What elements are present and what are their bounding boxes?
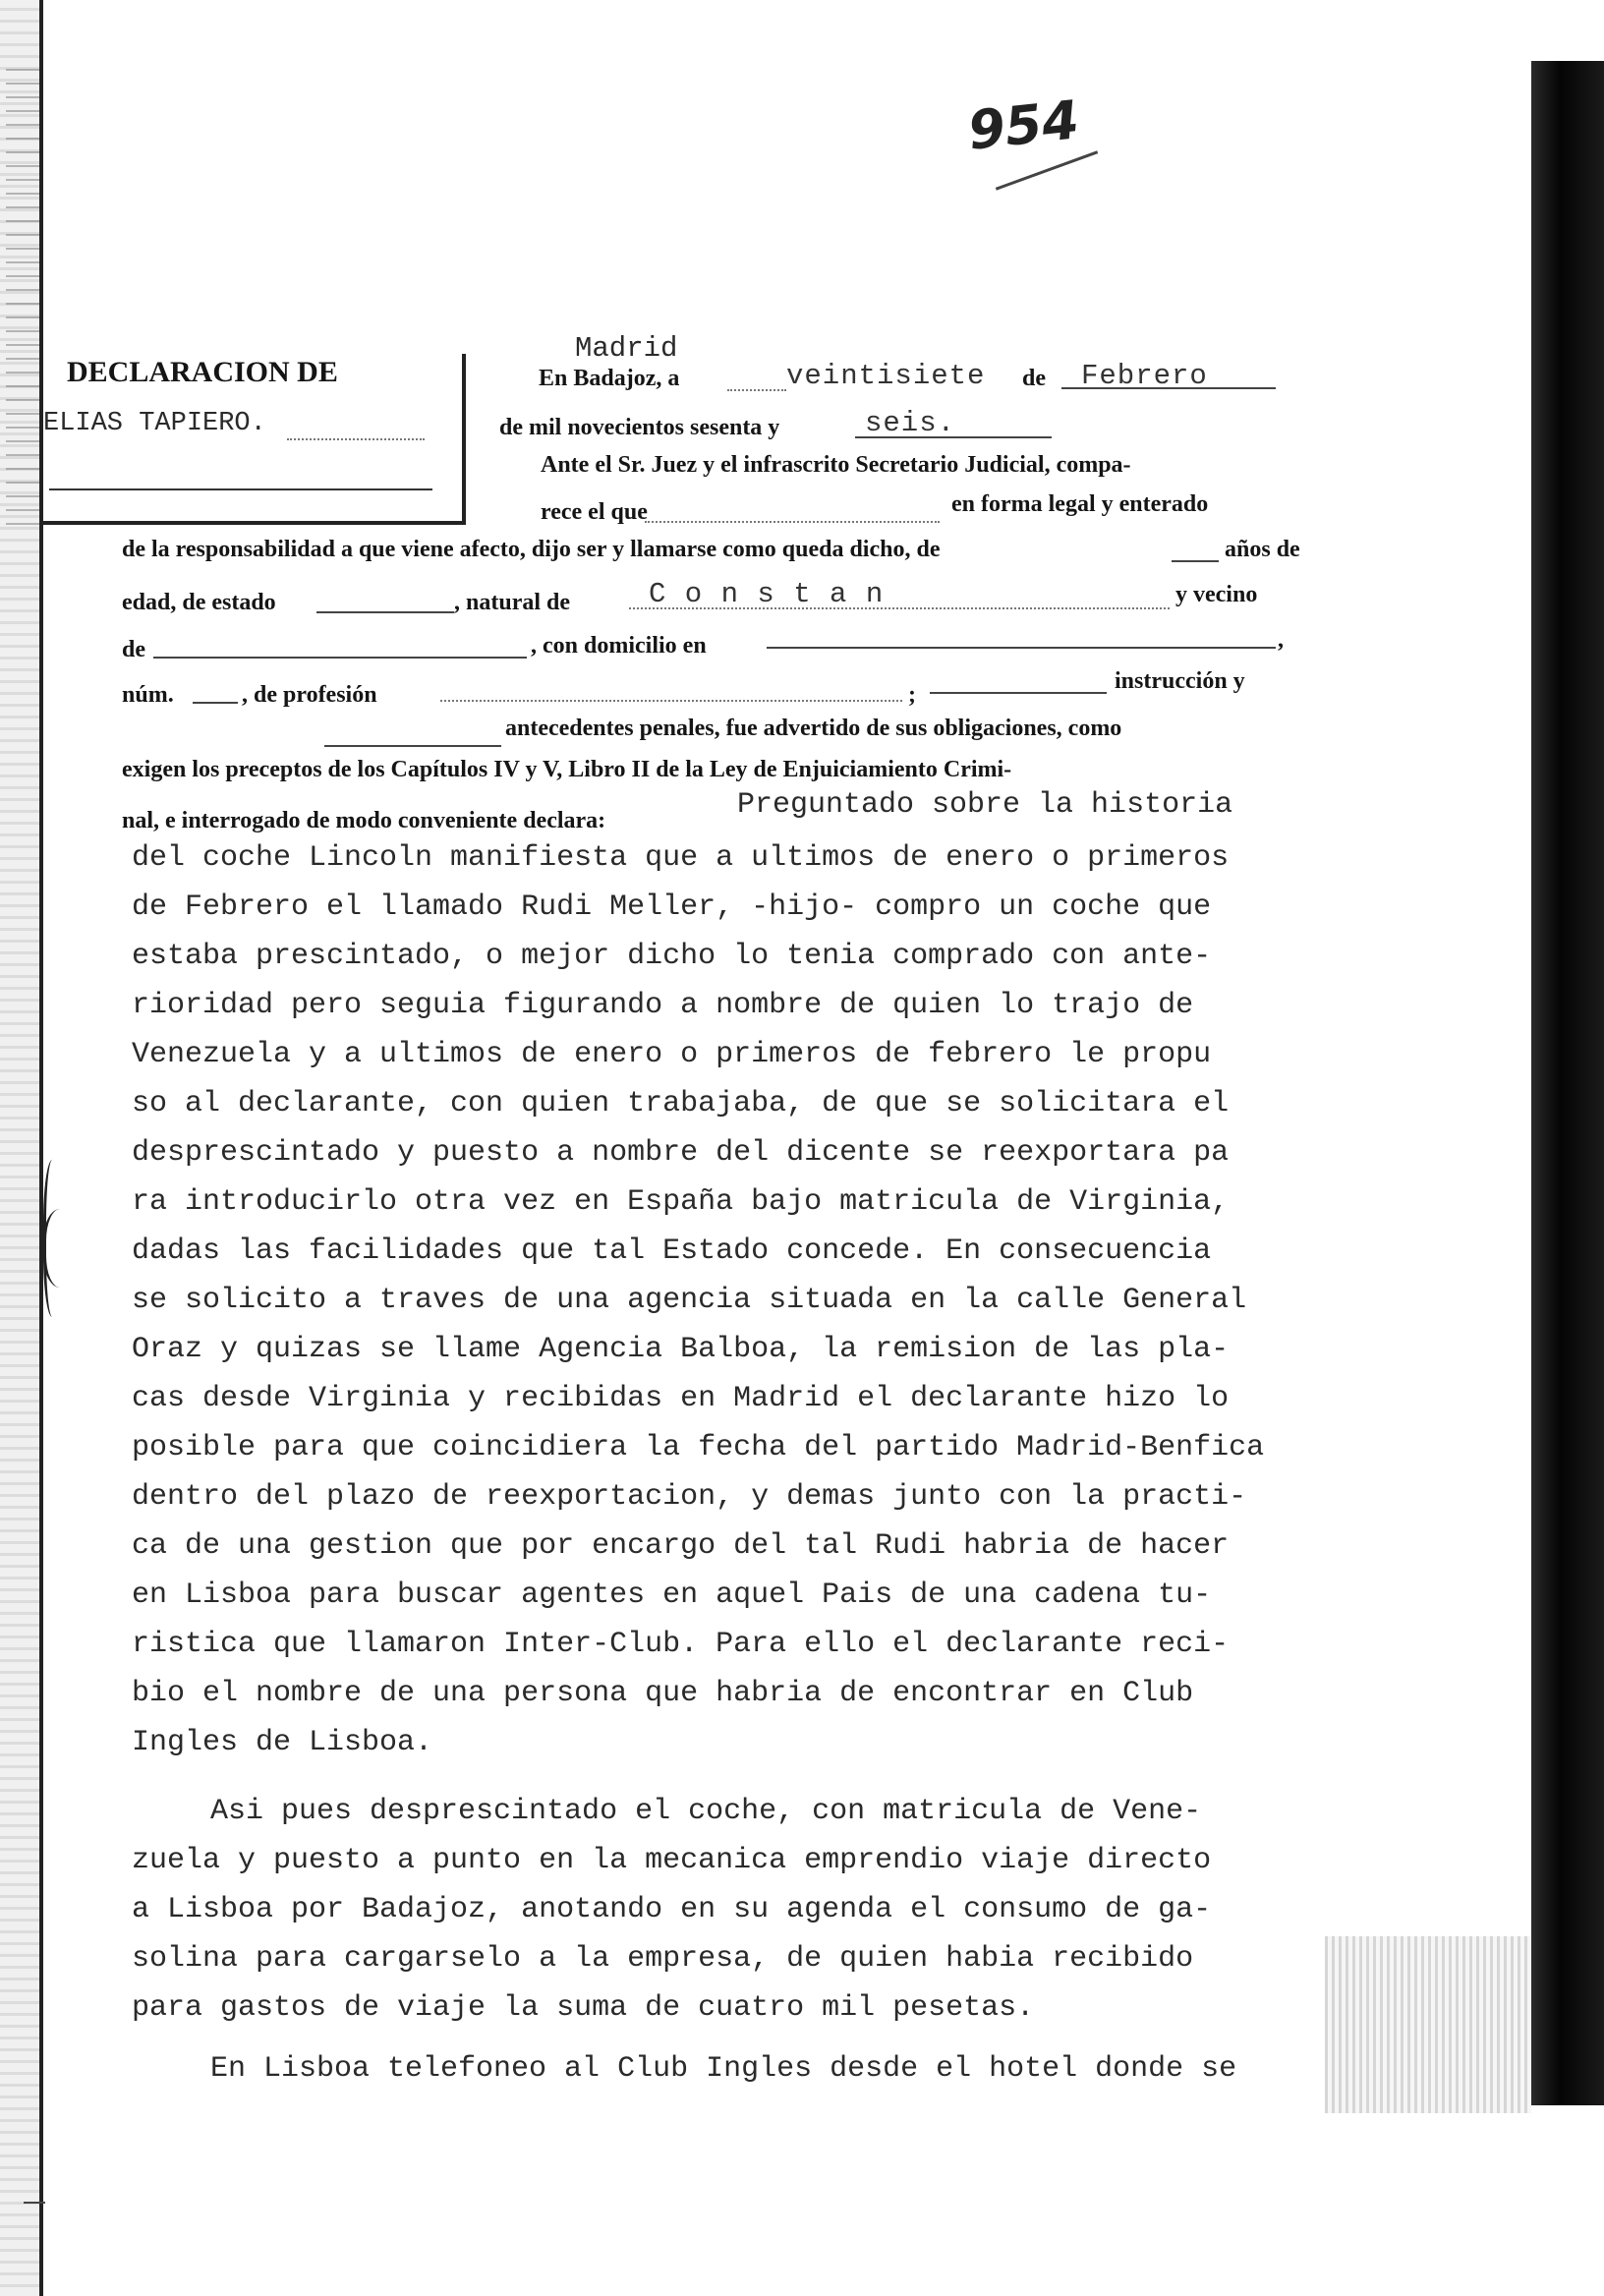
body-line: ca de una gestion que por encargo del tal Rudi habria de hacer xyxy=(132,1529,1230,1563)
body-line: Venezuela y a ultimos de enero o primeros de febrero le propu xyxy=(132,1038,1212,1071)
line xyxy=(767,647,1276,649)
body-line: estaba prescintado, o mejor dicho lo tenia comprado con ante- xyxy=(132,940,1212,973)
form-line: de xyxy=(122,637,145,662)
body-line: del coche Lincoln manifiesta que a ultimos de enero o primeros xyxy=(132,841,1230,875)
dots xyxy=(645,521,940,523)
declarant-name: ELIAS TAPIERO. xyxy=(43,409,266,438)
body-line-first: Preguntado sobre la historia xyxy=(737,788,1233,822)
body-line: dentro del plazo de reexportacion, y demas junto con la practi- xyxy=(132,1480,1247,1514)
form-line: exigen los preceptos de los Capítulos IV y V, Libro II de la Ley de Enjuiciamiento Crimi- xyxy=(122,757,1012,782)
form-line: de la responsabilidad a que viene afecto, dijo ser y llamarse como queda dicho, de xyxy=(122,537,941,562)
form-line: Ante el Sr. Juez y el infrascrito Secretario Judicial, compa- xyxy=(541,452,1131,478)
year-label: de mil novecientos sesenta y xyxy=(499,415,780,440)
month-line xyxy=(1061,387,1276,389)
form-line: instrucción y xyxy=(1115,668,1245,694)
body-line: En Lisboa telefoneo al Club Ingles desde el hotel donde se xyxy=(210,2052,1237,2086)
body-line: solina para cargarselo a la empresa, de quien habia recibido xyxy=(132,1942,1194,1976)
form-line: años de xyxy=(1225,537,1300,562)
line xyxy=(193,702,238,704)
form-line: núm. xyxy=(122,682,174,708)
form-line: en forma legal y enterado xyxy=(951,491,1209,517)
body-line: rioridad pero seguia figurando a nombre de quien lo trajo de xyxy=(132,989,1194,1022)
month-field: Febrero xyxy=(1081,360,1208,392)
scan-noise xyxy=(6,59,39,531)
line xyxy=(1172,560,1219,562)
dots xyxy=(629,607,1170,609)
body-line: dadas las facilidades que tal Estado concede. En consecuencia xyxy=(132,1234,1212,1268)
form-line: , xyxy=(1278,627,1284,653)
form-line: edad, de estado xyxy=(122,590,276,615)
body-line: ristica que llamaron Inter-Club. Para ello el declarante reci- xyxy=(132,1628,1230,1661)
natural-field: C o n s t a n xyxy=(649,578,885,610)
body-line: ra introducirlo otra vez en España bajo matricula de Virginia, xyxy=(132,1185,1230,1219)
form-line: ; xyxy=(908,682,916,708)
line xyxy=(24,2202,45,2204)
body-line: so al declarante, con quien trabajaba, de que se solicitara el xyxy=(132,1087,1230,1120)
line xyxy=(324,745,501,747)
dots xyxy=(727,389,786,391)
header-rule xyxy=(49,488,432,490)
body-line: zuela y puesto a punto en la mecanica emprendio viaje directo xyxy=(132,1844,1212,1877)
line xyxy=(930,692,1107,694)
body-line: posible para que coincidiera la fecha del partido Madrid-Benfica xyxy=(132,1431,1265,1464)
scan-edge-noise xyxy=(1325,1936,1531,2113)
form-line: y vecino xyxy=(1175,582,1258,607)
body-line: Ingles de Lisboa. xyxy=(132,1726,433,1759)
line xyxy=(316,611,454,613)
form-line: antecedentes penales, fue advertido de sus obligaciones, como xyxy=(505,716,1122,741)
form-line: , con domicilio en xyxy=(531,633,707,659)
body-line: cas desde Virginia y recibidas en Madrid el declarante hizo lo xyxy=(132,1382,1230,1415)
form-line: nal, e interrogado de modo conveniente declara: xyxy=(122,808,606,833)
line xyxy=(153,657,527,659)
de-label: de xyxy=(1022,366,1046,391)
city-label: En Badajoz, a xyxy=(539,366,680,391)
form-line: , natural de xyxy=(454,590,571,615)
body-line: de Febrero el llamado Rudi Meller, -hijo- compro un coche que xyxy=(132,890,1212,924)
form-line: rece el que xyxy=(541,499,648,525)
line xyxy=(855,436,1052,438)
folio-number: 954 xyxy=(965,88,1082,162)
body-line: bio el nombre de una persona que habria de encontrar en Club xyxy=(132,1677,1194,1710)
scan-right-edge xyxy=(1531,61,1604,2105)
body-line: a Lisboa por Badajoz, anotando en su agenda el consumo de ga- xyxy=(132,1893,1212,1926)
dots xyxy=(440,700,902,702)
name-dots xyxy=(287,438,425,440)
body-line: Oraz y quizas se llame Agencia Balboa, la remision de las pla- xyxy=(132,1333,1230,1366)
year-field: seis. xyxy=(865,407,956,439)
body-line: Asi pues desprescintado el coche, con matricula de Vene- xyxy=(210,1795,1202,1828)
body-line: desprescintado y puesto a nombre del dicente se reexportara pa xyxy=(132,1136,1230,1170)
body-line: se solicito a traves de una agencia situada en la calle General xyxy=(132,1284,1247,1317)
day-field: veintisiete xyxy=(786,360,986,392)
body-line: para gastos de viaje la suma de cuatro mil pesetas. xyxy=(132,1991,1035,2025)
body-line: en Lisboa para buscar agentes en aquel Pais de una cadena tu- xyxy=(132,1578,1212,1612)
city-handwritten: Madrid xyxy=(575,332,678,365)
margin-scribble xyxy=(43,1209,86,1288)
form-line: , de profesión xyxy=(242,682,377,708)
declaration-title: DECLARACION DE xyxy=(67,356,338,388)
